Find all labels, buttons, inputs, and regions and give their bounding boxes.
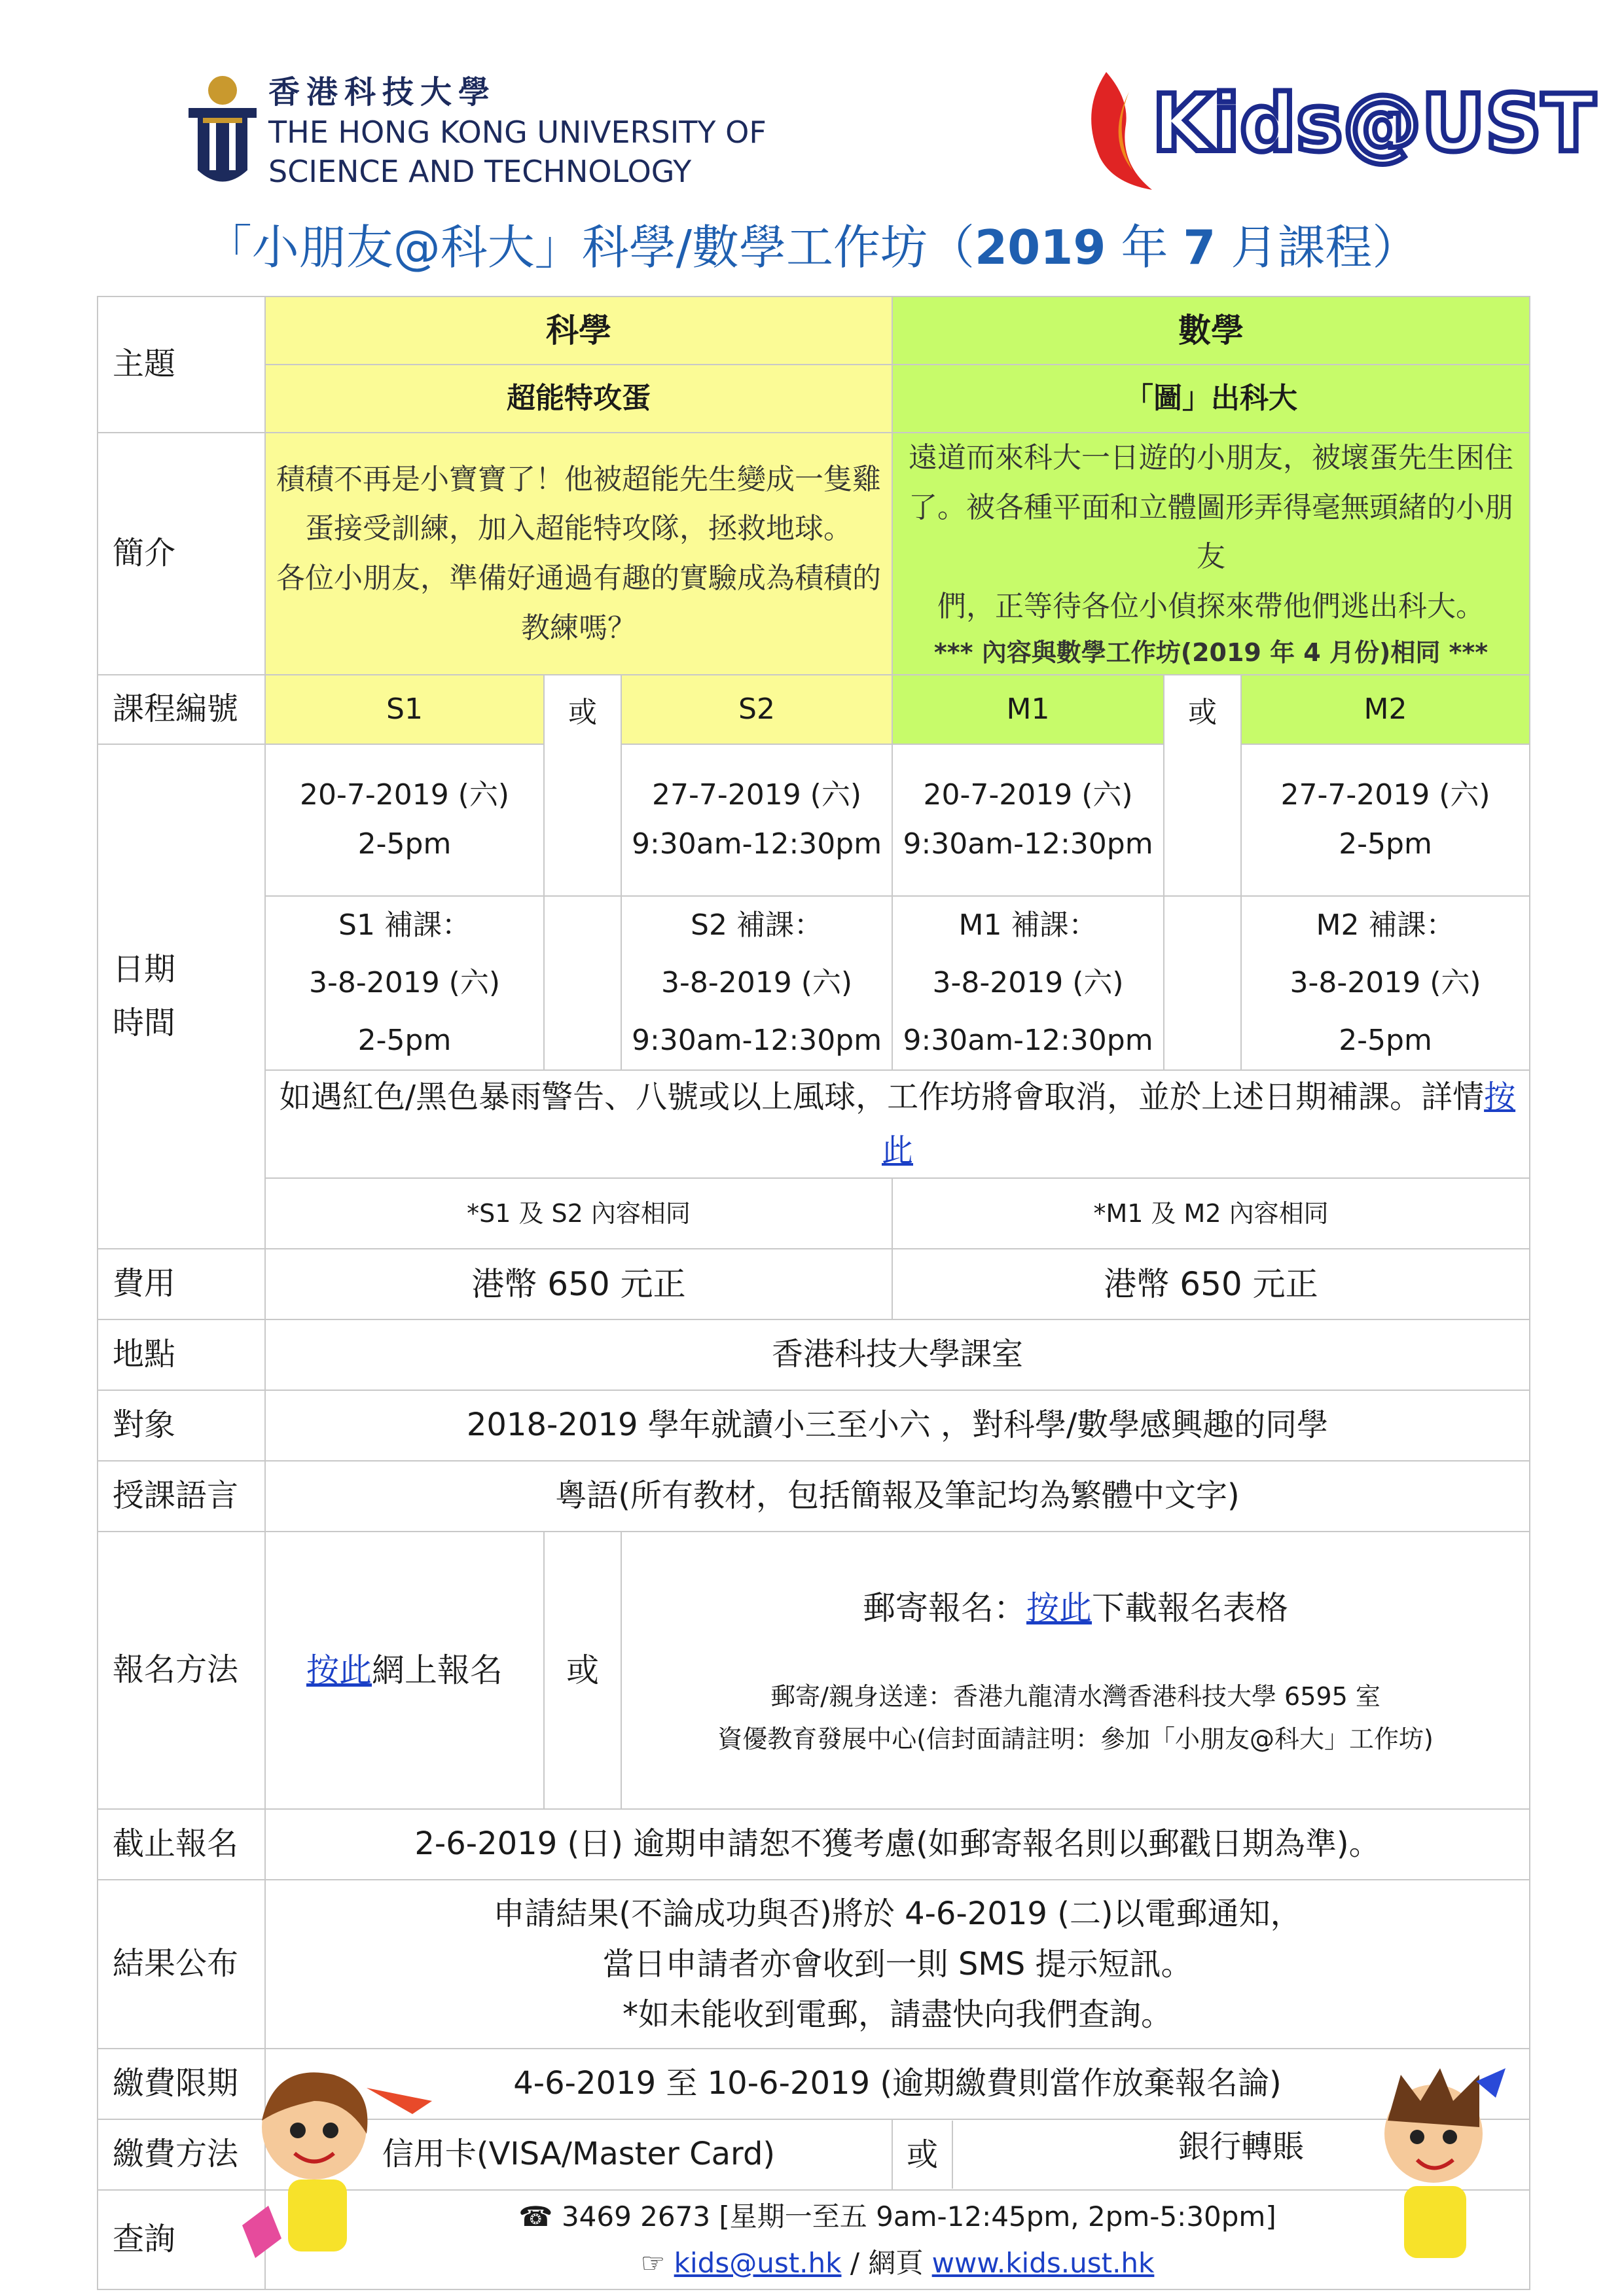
science-same-note: *S1 及 S2 內容相同 <box>265 1178 892 1249</box>
language-label: 授課語言 <box>98 1461 265 1532</box>
hkust-name <box>268 72 767 191</box>
apply-mail: 郵寄報名：按此下載報名表格 郵寄/親身送達：香港九龍清水灣香港科技大學 6595 室 資優教育發展中心(信封面請註明：參加「小朋友@科大」工作坊) <box>621 1532 1530 1809</box>
code-label: 課程編號 <box>98 675 265 744</box>
kids-logo-text: Kids@UST <box>1152 79 1596 170</box>
bank-transfer: 銀行轉賬 <box>1178 2128 1305 2166</box>
or-s: 或 <box>544 675 621 896</box>
hkust-name-zh: 香港科技大學 <box>268 74 497 111</box>
theme-label: 主題 <box>98 296 265 433</box>
result-label: 結果公布 <box>98 1880 265 2049</box>
enquiry-label: 查詢 <box>98 2190 265 2289</box>
venue-label: 地點 <box>98 1319 265 1390</box>
language-value: 粵語(所有教材，包括簡報及筆記均為繁體中文字) <box>265 1461 1530 1532</box>
or-m: 或 <box>1164 675 1241 896</box>
cartoon-girl-mascot-icon <box>216 2062 458 2284</box>
science-header: 科學 <box>265 296 892 365</box>
weather-detail-link[interactable]: 按此 <box>882 1079 1516 1169</box>
math-header: 數學 <box>892 296 1530 365</box>
target-value: 2018-2019 學年就讀小三至小六 ，對科學/數學感興趣的同學 <box>265 1390 1530 1461</box>
enquiry-phone: ☎ 3469 2673 [星期一至五 9am-12:45pm, 2pm-5:30pm] <box>518 2200 1276 2233</box>
empty-cell <box>1164 896 1241 1070</box>
code-s2: S2 <box>621 675 892 744</box>
pay-period-label: 繳費限期 <box>98 2049 265 2119</box>
math-same-note: *M1 及 M2 內容相同 <box>892 1178 1530 1249</box>
hkust-crest-logo <box>183 72 262 190</box>
result-value: 申請結果(不論成功與否)將於 4-6-2019 (二)以電郵通知， 當日申請者亦會收到一則 SMS 提示短訊。 *如未能收到電郵，請盡快向我們查詢。 <box>265 1880 1530 2049</box>
pay-method-label: 繳費方法 <box>98 2119 265 2190</box>
math-topic: 「圖」出科大 <box>892 365 1530 433</box>
weather-note: 如遇紅色/黑色暴雨警告、八號或以上風球，工作坊將會取消，並於上述日期補課。詳情按此 <box>265 1070 1530 1178</box>
intro-label: 簡介 <box>98 433 265 675</box>
deadline-label: 截止報名 <box>98 1809 265 1880</box>
empty-cell <box>544 896 621 1070</box>
website-link[interactable]: www.kids.ust.hk <box>931 2247 1155 2280</box>
code-s1: S1 <box>265 675 544 744</box>
kids-at-ust-logo <box>1067 52 1596 203</box>
s2-makeup: S2 補課： 3-8-2019 (六) 9:30am-12:30pm <box>621 896 892 1070</box>
apply-or: 或 <box>544 1532 621 1809</box>
science-topic: 超能特攻蛋 <box>265 365 892 433</box>
pay-or: 或 <box>893 2121 953 2189</box>
s1-makeup: S1 補課： 3-8-2019 (六) 2-5pm <box>265 896 544 1070</box>
download-form-link[interactable]: 按此 <box>1026 1589 1092 1628</box>
course-table <box>97 296 1529 2290</box>
s2-date: 27-7-2019 (六) 9:30am-12:30pm <box>621 744 892 896</box>
hkust-name-en-2: SCIENCE AND TECHNOLOGY <box>268 154 692 189</box>
page-title: 「小朋友@科大」科學/數學工作坊（2019 年 7 月課程） <box>204 220 1420 275</box>
pay-period-value: 4-6-2019 至 10-6-2019 (逾期繳費則當作放棄報名論) <box>265 2049 1530 2119</box>
apply-online: 按此網上報名 <box>265 1532 544 1809</box>
fee-label: 費用 <box>98 1249 265 1319</box>
science-fee: 港幣 650 元正 <box>265 1249 892 1319</box>
online-apply-link[interactable]: 按此 <box>306 1651 372 1689</box>
pay-method-card: 信用卡(VISA/Master Card) <box>265 2119 892 2190</box>
cartoon-boy-mascot-icon <box>1348 2062 1519 2284</box>
code-m1: M1 <box>892 675 1164 744</box>
code-m2: M2 <box>1241 675 1530 744</box>
s1-date: 20-7-2019 (六) 2-5pm <box>265 744 544 896</box>
target-label: 對象 <box>98 1390 265 1461</box>
m2-makeup: M2 補課： 3-8-2019 (六) 2-5pm <box>1241 896 1530 1070</box>
hkust-name-en-1: THE HONG KONG UNIVERSITY OF <box>268 115 767 150</box>
math-intro: 遠道而來科大一日遊的小朋友，被壞蛋先生困住 了。被各種平面和立體圖形弄得毫無頭緒的小朋友 們，正等待各位小偵探來帶他們逃出科大。 *** 內容與數學工作坊(2019 年 4 月份)相同 *** <box>892 433 1530 675</box>
deadline-value: 2-6-2019 (日) 逾期申請恕不獲考慮(如郵寄報名則以郵戳日期為準)。 <box>265 1809 1530 1880</box>
venue-value: 香港科技大學課室 <box>265 1319 1530 1390</box>
science-intro: 積積不再是小寶寶了！他被超能先生變成一隻雞 蛋接受訓練，加入超能特攻隊，拯救地球。 各位小朋友，準備好通過有趣的實驗成為積積的 教練嗎？ <box>265 433 892 675</box>
m2-date: 27-7-2019 (六) 2-5pm <box>1241 744 1530 896</box>
enquiry-value: ☎ 3469 2673 [星期一至五 9am-12:45pm, 2pm-5:30pm] ☞ kids@ust.hk / 網頁 www.kids.ust.hk <box>265 2190 1530 2289</box>
email-icon: ☞ <box>640 2247 666 2280</box>
m1-date: 20-7-2019 (六) 9:30am-12:30pm <box>892 744 1164 896</box>
apply-label: 報名方法 <box>98 1532 265 1809</box>
datetime-label: 日期 時間 <box>98 744 265 1249</box>
math-fee: 港幣 650 元正 <box>892 1249 1530 1319</box>
m1-makeup: M1 補課： 3-8-2019 (六) 9:30am-12:30pm <box>892 896 1164 1070</box>
email-link[interactable]: kids@ust.hk <box>674 2247 842 2280</box>
